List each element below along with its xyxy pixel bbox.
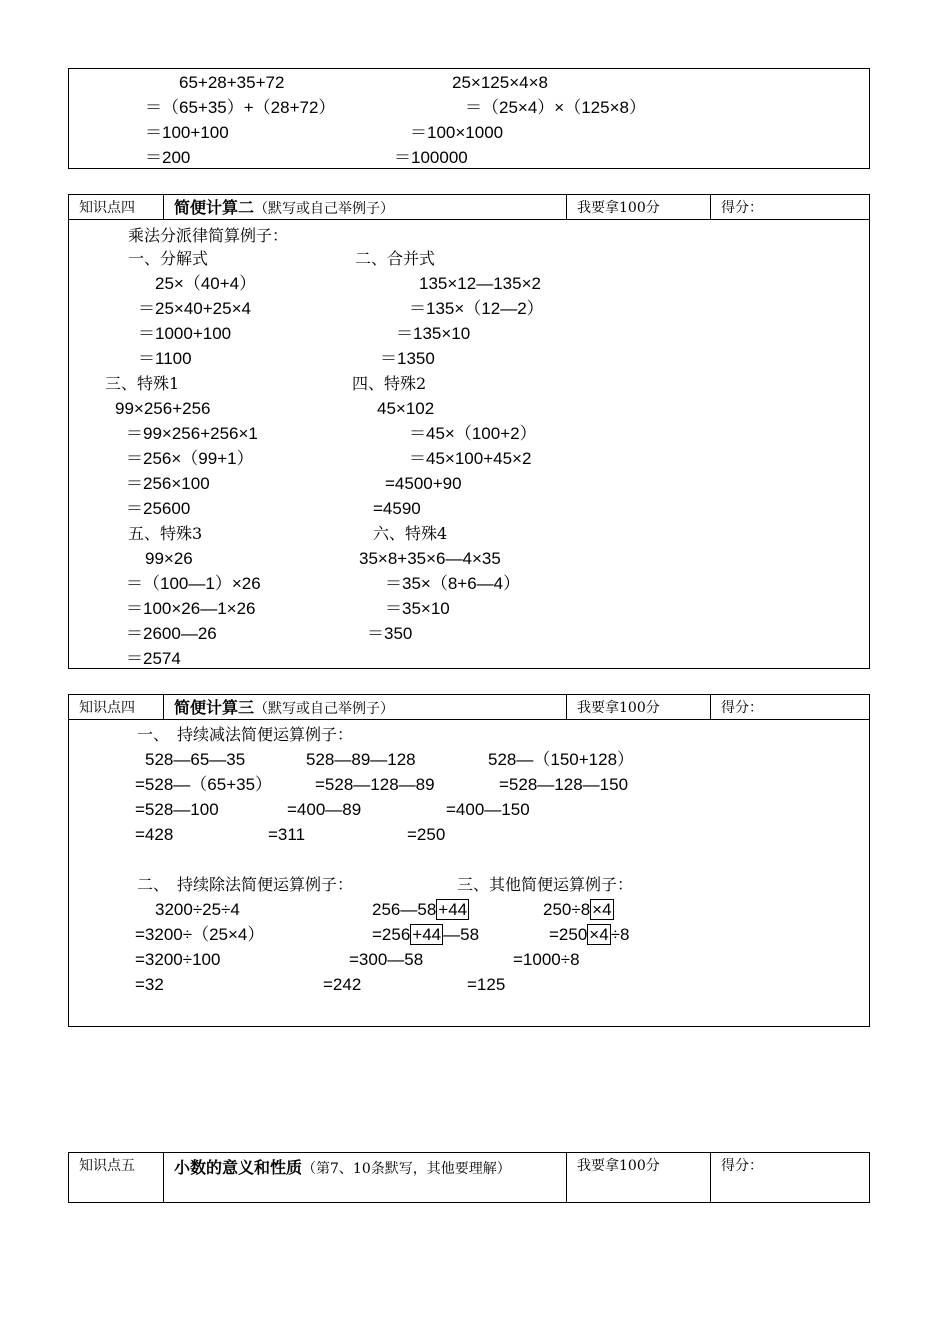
expr-line: ＝1350: [380, 349, 435, 368]
expr-line: ＝（65+35）+（28+72）: [145, 98, 336, 117]
goal-label: 我要拿100分: [567, 195, 711, 219]
heading: 六、特殊4: [373, 524, 448, 543]
expr-line: 135×12—135×2: [419, 274, 541, 293]
expr-line: ＝256×100: [126, 474, 210, 493]
expr-line: 528—65—35: [145, 750, 246, 769]
boxed-term: +44: [412, 925, 442, 944]
expr-line: 35×8+35×6—4×35: [359, 549, 501, 568]
expr-line: 99×26: [145, 549, 193, 568]
boxed-term: +44: [438, 900, 468, 919]
expr-line: =32: [135, 975, 164, 994]
section-title: 小数的意义和性质（第7、10条默写，其他要理解）: [164, 1153, 567, 1202]
score-label: 得分：: [721, 200, 763, 216]
expr-line: 528—89—128: [306, 750, 416, 769]
knowledge-point-label: 知识点四: [69, 695, 164, 719]
heading: 二、合并式: [355, 249, 436, 268]
heading: 三、特殊1: [105, 374, 180, 393]
expr-line: ＝35×10: [385, 599, 450, 618]
expr-line: ＝1100: [138, 349, 192, 368]
expr-line: =428: [135, 825, 174, 844]
heading: 四、特殊2: [352, 374, 427, 393]
expr-line: ＝135×（12—2）: [409, 299, 544, 318]
expr-line: =1000÷8: [513, 950, 580, 969]
expr-line: ＝（100—1）×26: [126, 574, 261, 593]
expr-line: =528—100: [135, 800, 219, 819]
example-box-top: [68, 68, 870, 169]
expr-line: ＝25600: [126, 499, 191, 518]
expr-line: =250 ×4 ÷8: [549, 925, 630, 944]
section-header: [68, 1152, 870, 1203]
expr-line: 25×125×4×8: [452, 73, 548, 92]
expr-line: =311: [268, 825, 306, 844]
expr-line: ＝100×1000: [410, 123, 504, 142]
expr-line: ＝25×40+25×4: [138, 299, 251, 318]
expr-line: ＝1000+100: [138, 324, 232, 343]
section-title: 简便计算二（默写或自己举例子）: [164, 195, 567, 219]
boxed-term: ×4: [589, 925, 609, 944]
expr-line: =256 +44 —58: [372, 925, 480, 944]
section-body: [68, 719, 870, 1027]
expr-line: ＝100000: [394, 148, 468, 167]
goal-label: 我要拿100分: [567, 695, 711, 719]
expr-line: ＝256×（99+1）: [126, 449, 254, 468]
boxed-term: ×4: [592, 900, 612, 919]
expr-line: ＝45×100+45×2: [409, 449, 532, 468]
expr-line: ＝35×（8+6—4）: [385, 574, 521, 593]
expr-line: =125: [467, 975, 506, 994]
heading: 一、 持续减法简便运算例子：: [137, 725, 354, 744]
expr-line: =4590: [373, 499, 421, 518]
goal-label: 我要拿100分: [567, 1153, 711, 1202]
knowledge-point-label: 知识点四: [69, 195, 164, 219]
expr-line: 250÷8 ×4: [543, 900, 612, 919]
score-label: 得分：: [721, 700, 763, 716]
section-header: [68, 194, 870, 220]
expr-line: =400—89: [287, 800, 362, 819]
expr-line: ＝100×26—1×26: [126, 599, 256, 618]
expr-line: 99×256+256: [115, 399, 211, 418]
expr-line: =242: [323, 975, 362, 994]
expr-line: =400—150: [446, 800, 530, 819]
heading: 一、分解式: [128, 249, 209, 268]
expr-line: =528—（65+35）: [135, 775, 273, 794]
expr-line: 25×（40+4）: [155, 274, 257, 293]
expr-line: 45×102: [377, 399, 435, 418]
expr-line: =4500+90: [385, 474, 462, 493]
section-body: [68, 219, 870, 669]
expr-line: =528—128—89: [315, 775, 435, 794]
expr-line: =3200÷（25×4）: [135, 925, 265, 944]
score-label: 得分：: [721, 1158, 763, 1174]
knowledge-point-label: 知识点五: [69, 1153, 164, 1202]
expr-line: ＝135×10: [396, 324, 471, 343]
expr-line: ＝45×（100+2）: [409, 424, 537, 443]
expr-line: ＝（25×4）×（125×8）: [465, 98, 646, 117]
expr-line: 528—（150+128）: [488, 750, 635, 769]
expr-line: ＝200: [145, 148, 191, 167]
expr-line: =250: [407, 825, 446, 844]
expr-line: =300—58: [349, 950, 424, 969]
expr-line: ＝2600—26: [126, 624, 217, 643]
heading: 二、 持续除法简便运算例子：: [137, 875, 354, 894]
expr-line: 256—58 +44: [372, 900, 468, 919]
expr-line: =3200÷100: [135, 950, 221, 969]
section-title: 简便计算三（默写或自己举例子）: [164, 695, 567, 719]
expr-line: 3200÷25÷4: [155, 900, 240, 919]
heading: 三、其他简便运算例子：: [457, 875, 634, 894]
heading: 五、特殊3: [128, 524, 203, 543]
section-header: [68, 694, 870, 720]
expr-line: ＝350: [367, 624, 413, 643]
intro-text: 乘法分派律简算例子：: [128, 226, 289, 245]
expr-line: ＝99×256+256×1: [126, 424, 258, 443]
expr-line: ＝100+100: [145, 123, 229, 142]
expr-line: =528—128—150: [499, 775, 629, 794]
expr-line: 65+28+35+72: [179, 73, 285, 92]
expr-line: ＝2574: [126, 649, 181, 668]
